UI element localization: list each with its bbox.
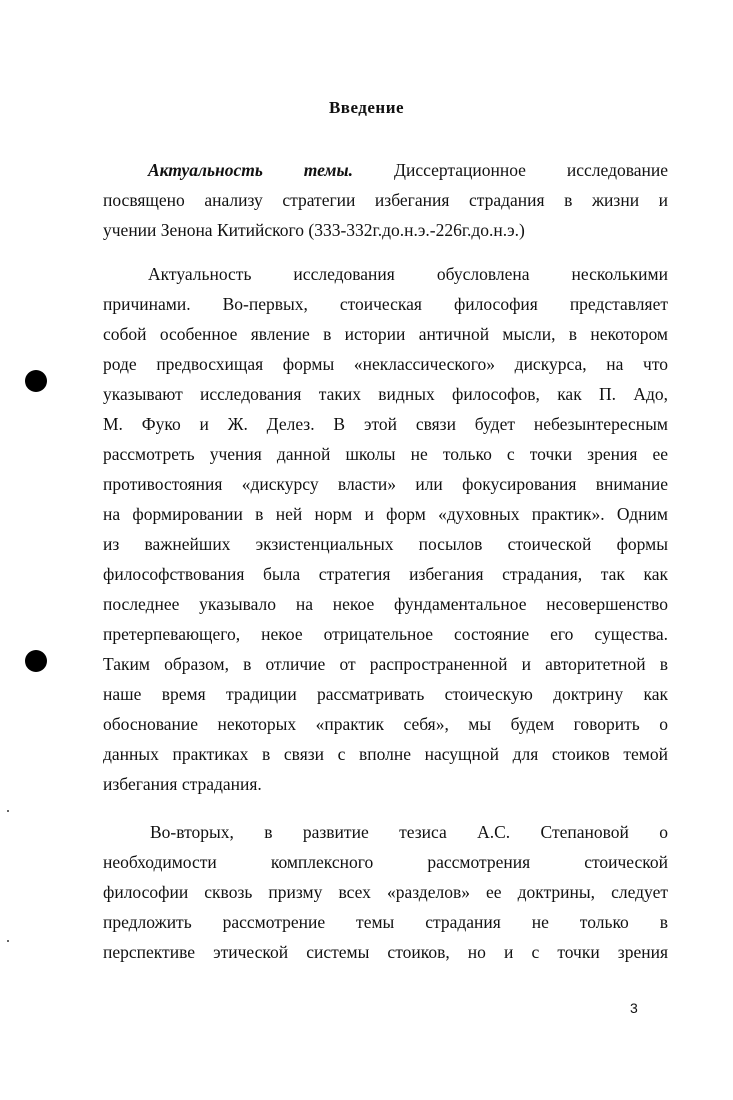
paragraph-line: указывают исследования таких видных философов, как П. Адо,: [103, 384, 668, 404]
paragraph-line: учении Зенона Китийского (333-332г.до.н.э.-226г.до.н.э.): [103, 220, 525, 240]
section-heading: Введение: [328, 98, 405, 117]
paragraph-line: философствования была стратегия избегания страдания, так как: [103, 564, 668, 584]
text-span: Диссертационное исследование: [394, 160, 669, 180]
paragraph-line: из важнейших экзистенциальных посылов стоической формы: [103, 534, 668, 554]
punch-hole: [25, 650, 47, 672]
paragraph-line: роде предвосхищая формы «неклассического» дискурса, на что: [103, 354, 668, 374]
page-number: 3: [630, 1000, 638, 1016]
topic-relevance-label: Актуальность темы.: [148, 160, 354, 180]
paragraph-line: Актуальность исследования обусловлена несколькими: [148, 264, 668, 284]
paragraph-line: претерпевающего, некое отрицательное состояние его существа.: [103, 624, 668, 644]
paragraph-line: Таким образом, в отличие от распространенной и авторитетной в: [103, 654, 668, 674]
paragraph-line: необходимости комплексного рассмотрения стоической: [103, 852, 668, 872]
paragraph-line: наше время традиции рассматривать стоическую доктрину как: [103, 684, 668, 704]
paragraph-line: [148, 160, 668, 180]
paragraph-line: собой особенное явление в истории античной мысли, в некотором: [103, 324, 668, 344]
scan-speck: [7, 810, 9, 812]
scan-speck: [7, 940, 9, 942]
paragraph-line: предложить рассмотрение темы страдания не только в: [103, 912, 668, 932]
paragraph-line: избегания страдания.: [103, 774, 262, 794]
paragraph-line: посвящено анализу стратегии избегания страдания в жизни и: [103, 190, 668, 210]
paragraph-line: Во-вторых, в развитие тезиса А.С. Степановой о: [150, 822, 668, 842]
punch-hole: [25, 370, 47, 392]
paragraph-line: противостояния «дискурсу власти» или фокусирования внимание: [103, 474, 668, 494]
paragraph-line: последнее указывало на некое фундаментальное несовершенство: [103, 594, 668, 614]
paragraph-line: М. Фуко и Ж. Делез. В этой связи будет небезынтересным: [103, 414, 668, 434]
paragraph-line: рассмотреть учения данной школы не только с точки зрения ее: [103, 444, 668, 464]
paragraph-line: философии сквозь призму всех «разделов» ее доктрины, следует: [103, 882, 668, 902]
paragraph-line: причинами. Во-первых, стоическая философия представляет: [103, 294, 668, 314]
paragraph-line: обоснование некоторых «практик себя», мы будем говорить о: [103, 714, 668, 734]
paragraph-line: на формировании в ней норм и форм «духовных практик». Одним: [103, 504, 668, 524]
paragraph-line: данных практиках в связи с вполне насущной для стоиков темой: [103, 744, 668, 764]
paragraph-line: перспективе этической системы стоиков, но и с точки зрения: [103, 942, 668, 962]
